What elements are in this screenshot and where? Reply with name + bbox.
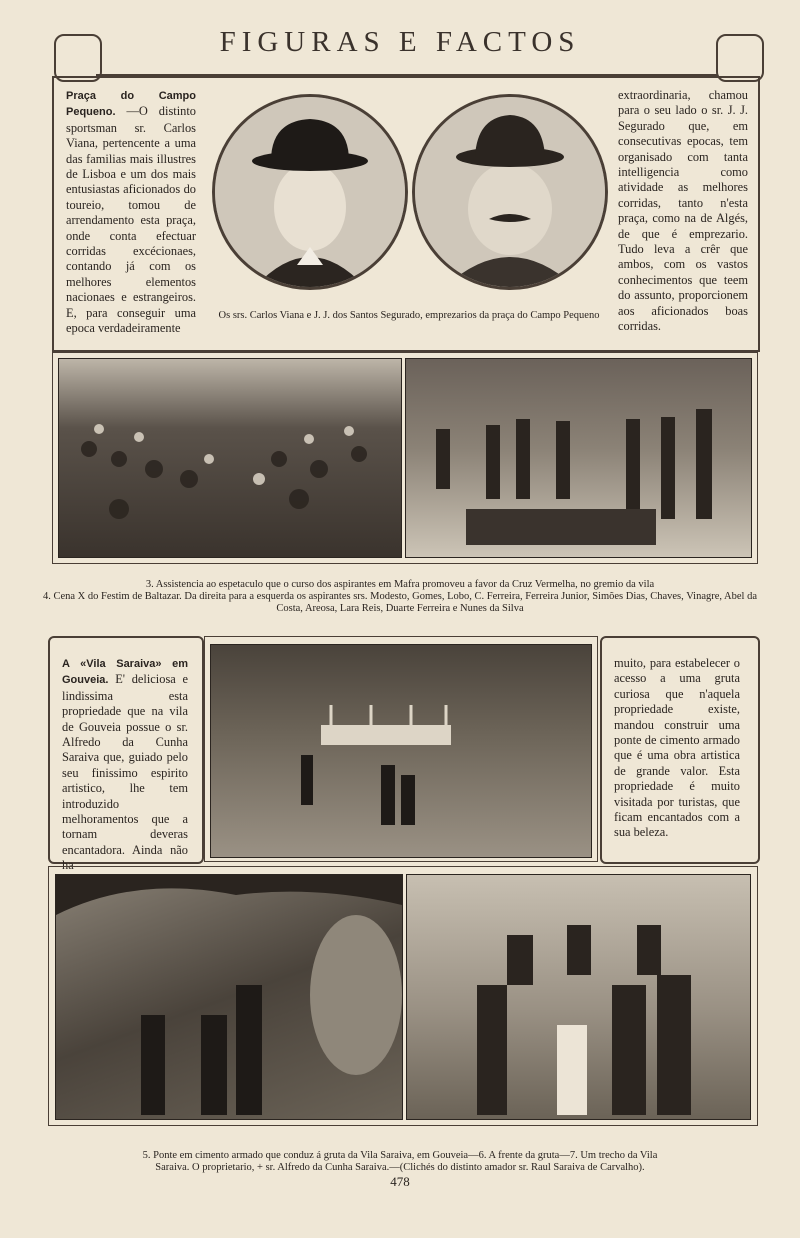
section1-left-text: —O distinto sportsman sr. Carlos Viana, pertencente a uma das familias mais illustres de Lisboa e um dos mais entusiastas aficionados do toureio, tomou de arrendamento esta praça, onde conta efectuar corridas excécionaes, contando já com os melhores elementos nacionaes e estrangeiros. E, para conseguir uma epoca verdadeiramente bbox=[66, 104, 196, 336]
page-number: 478 bbox=[390, 1174, 410, 1189]
portrait-caption: Os srs. Carlos Viana e J. J. dos Santos Segurado, emprezarios da praça do Campo Pequeno bbox=[218, 310, 600, 321]
section2-caption-1: 3. Assistencia ao espetaculo que o curso dos aspirantes em Mafra promoveu a favor da Cruz Vermelha, no gremio da vila bbox=[145, 579, 655, 590]
photo-bridge bbox=[210, 644, 592, 858]
photo-vila-saraiva-group bbox=[406, 874, 751, 1120]
photo-grotto-front bbox=[55, 874, 403, 1120]
section2-caption-2: 4. Cena X do Festim de Baltazar. Da direita para a esquerda os aspirantes srs. Modesto, Gomes, Lobo, C. Ferreira, Ferreira Junior, Simões Dias, Chaves, Vinagre, Abel da Costa, Areosa, Lara Reis, Duarte Ferreira e Nunes da Silva bbox=[42, 591, 758, 614]
section1-heading: Praça do Campo Pequeno. bbox=[66, 90, 196, 119]
section3-right-column: muito, para estabelecer o acesso a uma gruta curiosa que n'aquela propriedade existe, mandou construir uma ponte de cimento armado que é uma obra artistica de grande valor. Esta propriedade é muito visitada por turistas, que ficam encantados com a sua beleza. bbox=[614, 656, 740, 840]
photo-audience bbox=[58, 358, 402, 558]
section3-left-text: E' deliciosa e lindissima esta propriedade que na vila de Gouveia possue o sr. Alfredo da Cunha Saraiva que, guiado pelo seu finissimo espirito artistico, lhe tem introduzido melhoramentos que a tornam deveras encantadora. Ainda não ha bbox=[62, 672, 188, 873]
section4-caption-2: Saraiva. O proprietario, + sr. Alfredo da Cunha Saraiva.—(Clichés do distinto amador sr. Raul Saraiva de Carvalho). bbox=[155, 1162, 645, 1173]
section3-heading: A «Vila Saraiva» em Gouveia. bbox=[62, 658, 188, 687]
corner-ornament-right bbox=[716, 34, 764, 82]
photo-stage-scene bbox=[405, 358, 752, 558]
portrait-santos-segurado bbox=[412, 94, 608, 290]
corner-ornament-left bbox=[54, 34, 102, 82]
section1-left-column bbox=[66, 88, 196, 337]
page-title: FIGURAS E FACTOS bbox=[219, 26, 581, 58]
section1-right-column: extraordinaria, chamou para o seu lado o sr. J. J. Segurado que, em consecutivas epocas, tem organisado com tanta intelligencia como atividade as melhores corridas, tanto n'esta praça, como na de Algés, de que é emprezario. Tudo leva a crêr que ambos, com os vastos conhecimentos que teem do assunto, proporcionem aos aficionados boas corridas. bbox=[618, 88, 748, 334]
portrait-carlos-viana bbox=[212, 94, 408, 290]
section3-left-column bbox=[62, 656, 188, 874]
section4-caption-1: 5. Ponte em cimento armado que conduz á gruta da Vila Saraiva, em Gouveia—6. A frente da gruta—7. Um trecho da Vila bbox=[142, 1150, 658, 1161]
